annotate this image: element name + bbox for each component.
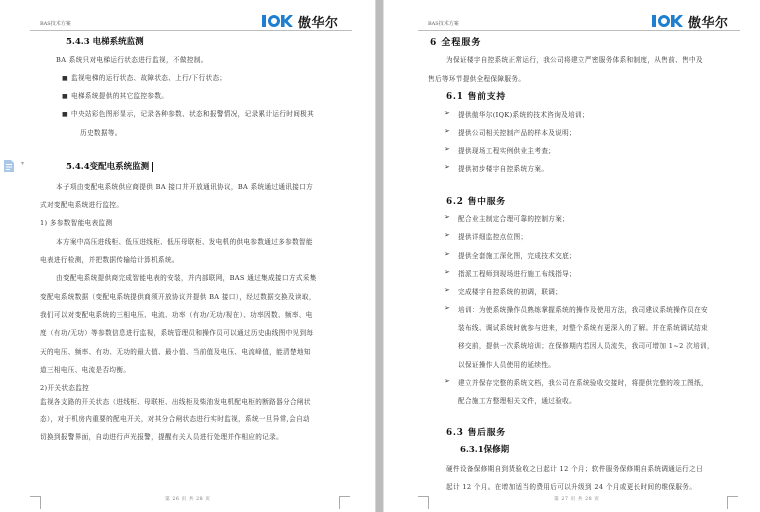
paragraph-line: 硬件设备保修期自到货验收之日起计 12 个月；软件服务保修期自系统调通运行之日	[446, 465, 704, 473]
heading-6: 6 全程服务	[430, 38, 482, 48]
paragraph-line: 我们可以对变配电系统的三相电压、电流、功率（有功/无功/视在）、功率因数、频率、电	[40, 311, 313, 319]
document-page-26	[0, 0, 375, 512]
list-item: 配合业主制定合理可靠的控制方案；	[458, 215, 570, 223]
header-rule	[30, 30, 352, 31]
paragraph-line: 变配电系统数据（变配电系统提供商须开放协议并提供 BA 接口），经过数据交换及读取，	[40, 293, 316, 301]
logo-text: 傲华尔	[298, 15, 339, 31]
list-item: ■ 电梯系统提供的其它监控参数。	[62, 90, 168, 100]
list-item-continuation: 以保证操作人员使用的延续性。	[458, 361, 556, 369]
paragraph-line: 切换到报警界面，自动进行声光报警，提醒有关人员进行处理并作相应的记录。	[40, 433, 284, 441]
page-corner-mark	[339, 496, 350, 509]
arrow-bullet-icon: ➢	[444, 231, 450, 239]
list-item: 建立并保存完整的系统文档，我公司在系统验收交接时，将提供完整的竣工图纸，	[458, 379, 708, 387]
list-item-continuation: 移交前，提供一次系统培训；在保修期内若因人员流失，我司可增加 1~2 次培训，	[458, 342, 714, 350]
arrow-bullet-icon: ➢	[444, 127, 450, 135]
paragraph-line: 由变配电系统提供商完成智能电表的安装，并内部联网，BAS 通过集成接口方式采集	[56, 274, 317, 282]
logo-mark-icon	[262, 14, 293, 28]
list-item-continuation: 配合施工方整理相关文件，通过验收。	[458, 397, 577, 405]
header-rule	[418, 30, 740, 31]
document-page-27	[384, 0, 760, 512]
list-item: 提供现场工程实例供业主考查；	[458, 147, 556, 155]
list-item: 提供详细监控点位图；	[458, 233, 528, 241]
paragraph-line: 1) 多参数智能电表监测	[40, 219, 113, 227]
logo-mark-icon	[652, 14, 683, 28]
heading-6-1: 6.1 售前支持	[446, 92, 506, 102]
text-cursor	[152, 162, 153, 172]
page-corner-mark	[30, 496, 41, 509]
paragraph-line: 度（有功/无功）等参数信息进行监视，系统管理员和操作员可以通过历史曲线图中见到每	[40, 329, 314, 337]
arrow-bullet-icon: ➢	[444, 286, 450, 294]
arrow-bullet-icon: ➢	[444, 145, 450, 153]
list-item-continuation: 历史数据等。	[80, 129, 122, 137]
paragraph-line: 电表进行检测，并把数据传输给计算机系统。	[40, 256, 179, 264]
paragraph-line: 2)开关状态监控	[40, 384, 90, 392]
heading-6-2: 6.2 售中服务	[446, 197, 506, 207]
paragraph-line: 售后等环节提供全程保障服务。	[428, 75, 526, 83]
header-doc-title: BAS技术方案	[428, 21, 459, 27]
page-corner-mark	[727, 496, 738, 509]
heading-5-4-3: 5.4.3 电梯系统监测	[66, 37, 144, 47]
chevron-down-icon[interactable]: ▾	[21, 160, 25, 167]
paragraph-line: 态），对于机房内重要的配电开关，对其分合闸状态进行实时监视，系统一旦异常,会自动	[40, 415, 310, 423]
header-doc-title: BAS技术方案	[40, 21, 71, 27]
arrow-bullet-icon: ➢	[444, 250, 450, 258]
document-outline-icon[interactable]	[4, 160, 14, 172]
heading-6-3-1: 6.3.1保修期	[460, 445, 510, 455]
arrow-bullet-icon: ➢	[444, 268, 450, 276]
list-item: 指派工程师到现场进行施工布线指导；	[458, 270, 577, 278]
paragraph-line: 天的电压、频率、有功、无功的最大值、最小值、当前值及电压、电流峰值，能清楚地知	[40, 348, 311, 356]
paragraph-line: BA 系统只对电梯运行状态进行监视，不做控制。	[56, 56, 208, 64]
heading-5-4-4-text: 5.4.4变配电系统监测	[66, 162, 150, 172]
paragraph-line: 为保证楼宇自控系统正常运行，我公司将建立严密服务体系和制度，从售前、售中及	[446, 56, 703, 64]
list-item-continuation: 装布线、调试系统时就参与进来，对整个系统有更深入的了解。并在系统调试结束	[458, 324, 708, 332]
logo-text: 傲华尔	[688, 15, 729, 31]
list-item: 提供初步楼宇自控系统方案。	[458, 165, 549, 173]
paragraph-line: 道三相电压、电流是否均衡。	[40, 366, 131, 374]
list-item: 提供全套施工深化图，完成技术交底；	[458, 252, 577, 260]
arrow-bullet-icon: ➢	[444, 304, 450, 312]
company-logo	[652, 12, 729, 30]
page-footer: 第 26 页 共 28 页	[165, 497, 211, 502]
page-gutter	[375, 0, 384, 512]
page-corner-mark	[418, 496, 429, 509]
list-item: 提供傲华尔(IQK)系统的技术咨询及培训；	[458, 111, 589, 119]
list-item: 培训：为使系统操作员熟练掌握系统的操作及使用方法，我司建议系统操作员在安	[458, 306, 708, 314]
arrow-bullet-icon: ➢	[444, 213, 450, 221]
paragraph-line: 本子项由变配电系统供应商提供 BA 接口并开放通讯协议，BA 系统通过通讯接口方	[56, 183, 314, 191]
paragraph-line: 起计 12 个月。在增加适当的费用后可以升级到 24 个月或更长时间的维保服务。	[446, 483, 697, 491]
arrow-bullet-icon: ➢	[444, 163, 450, 171]
paragraph-line: 式对变配电系统进行监控。	[40, 201, 124, 209]
paragraph-line: 本方案中高压进线柜、低压进线柜、低压母联柜、发电机的供电参数通过多参数智能	[56, 238, 313, 246]
list-item: ■ 中央站彩色图形显示，记录各种参数、状态和报警情况，记录累计运行时间极其	[62, 108, 314, 118]
list-item: ■ 监视电梯的运行状态、故障状态、上行/下行状态；	[62, 72, 226, 82]
list-item: 完成楼宇自控系统的初调，联调；	[458, 288, 563, 296]
arrow-bullet-icon: ➢	[444, 109, 450, 117]
arrow-bullet-icon: ➢	[444, 377, 450, 385]
heading-5-4-4	[66, 160, 153, 172]
heading-6-3: 6.3 售后服务	[446, 428, 506, 438]
company-logo	[262, 12, 339, 30]
paragraph-line: 监视各支路的开关状态（进线柜、母联柜、出线柜及柴油发电机配电柜的断路器分合闸状	[40, 398, 311, 406]
list-item: 提供公司相关控制产品的样本及说明；	[458, 129, 577, 137]
page-footer: 第 27 页 共 28 页	[554, 497, 600, 502]
